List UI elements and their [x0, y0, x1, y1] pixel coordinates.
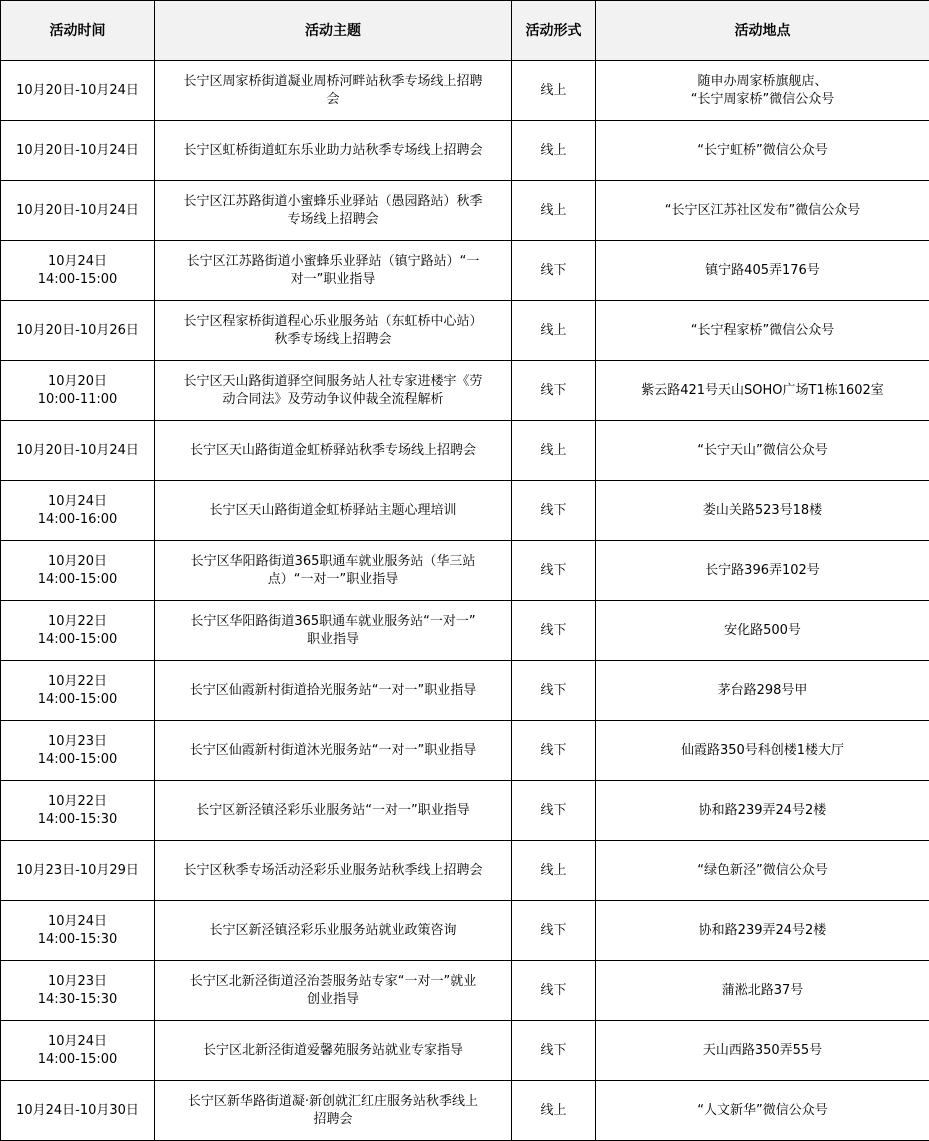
header-time: 活动时间 [1, 1, 155, 61]
cell-topic [155, 721, 512, 781]
cell-form: 线下 [512, 721, 596, 781]
cell-topic-line: 长宁区北新泾街道爱馨苑服务站就业专家指导 [202, 1042, 463, 1058]
cell-form: 线下 [512, 241, 596, 301]
cell-topic-line: 创业指导 [306, 991, 359, 1007]
cell-form: 线下 [512, 541, 596, 601]
cell-time [1, 181, 155, 241]
cell-topic [155, 361, 512, 421]
cell-topic-line: 长宁区江苏路街道小蜜蜂乐业驿站（镇宁路站）“一 [186, 253, 480, 269]
cell-place-line: 蒲淞北路37号 [721, 982, 804, 998]
cell-time [1, 661, 155, 721]
table-row [1, 961, 929, 1021]
table-row [1, 1081, 929, 1141]
cell-topic-line: 长宁区新泾镇泾彩乐业服务站“一对一”职业指导 [196, 802, 470, 818]
cell-time-line: 10月20日 [47, 373, 108, 389]
cell-topic [155, 121, 512, 181]
cell-place [596, 361, 929, 421]
table-row [1, 421, 929, 481]
cell-time-line: 14:00-15:30 [37, 931, 118, 947]
cell-place [596, 121, 929, 181]
cell-form: 线下 [512, 601, 596, 661]
cell-form: 线下 [512, 781, 596, 841]
cell-place-line: “绿色新泾”微信公众号 [697, 862, 828, 878]
cell-topic-line: 专场线上招聘会 [287, 211, 379, 227]
header-place: 活动地点 [596, 1, 929, 61]
cell-place-line: “长宁区江苏社区发布”微信公众号 [664, 202, 861, 218]
cell-time [1, 361, 155, 421]
cell-time [1, 481, 155, 541]
cell-topic [155, 781, 512, 841]
cell-topic-line: 长宁区天山路街道驿空间服务站人社专家进楼宇《劳 [183, 373, 483, 389]
cell-form: 线下 [512, 901, 596, 961]
cell-topic [155, 241, 512, 301]
cell-time-line: 10月22日 [47, 673, 108, 689]
cell-time-line: 14:00-15:00 [37, 1051, 118, 1067]
cell-place [596, 781, 929, 841]
cell-place-line: “长宁虹桥”微信公众号 [697, 142, 828, 158]
cell-place [596, 181, 929, 241]
cell-time-line: 10月20日-10月24日 [16, 442, 139, 458]
cell-time-line: 10月24日 [47, 1033, 108, 1049]
cell-topic-line: 长宁区仙霞新村街道沐光服务站“一对一”职业指导 [189, 742, 477, 758]
cell-time-line: 14:00-15:00 [37, 271, 118, 287]
cell-time [1, 541, 155, 601]
cell-time-line: 14:30-15:30 [37, 991, 118, 1007]
cell-place [596, 241, 929, 301]
cell-place [596, 901, 929, 961]
cell-place-line: “长宁天山”微信公众号 [697, 442, 828, 458]
cell-time-line: 10月24日 [47, 253, 108, 269]
cell-time [1, 301, 155, 361]
cell-time-line: 10月20日 [47, 553, 108, 569]
cell-form: 线上 [512, 61, 596, 121]
cell-topic-line: 秋季专场线上招聘会 [274, 331, 392, 347]
cell-topic-line: 长宁区新泾镇泾彩乐业服务站就业政策咨询 [209, 922, 457, 938]
table-row [1, 121, 929, 181]
cell-topic-line: 长宁区仙霞新村街道拾光服务站“一对一”职业指导 [189, 682, 477, 698]
table-row [1, 541, 929, 601]
cell-time-line: 14:00-15:00 [37, 691, 118, 707]
cell-place [596, 1081, 929, 1141]
cell-time-line: 14:00-15:00 [37, 631, 118, 647]
cell-topic [155, 661, 512, 721]
cell-topic-line: 对一”职业指导 [290, 271, 376, 287]
cell-time-line: 10月22日 [47, 613, 108, 629]
cell-place-line: 镇宁路405弄176号 [705, 262, 820, 278]
cell-form: 线上 [512, 1081, 596, 1141]
cell-time [1, 961, 155, 1021]
cell-topic [155, 541, 512, 601]
table-row [1, 841, 929, 901]
cell-topic-line: 长宁区江苏路街道小蜜蜂乐业驿站（愚园路站）秋季 [183, 193, 483, 209]
cell-time-line: 10月23日-10月29日 [16, 862, 139, 878]
table-row [1, 181, 929, 241]
cell-time-line: 10月23日 [47, 973, 108, 989]
header-row [1, 1, 929, 61]
cell-topic [155, 481, 512, 541]
cell-form: 线下 [512, 961, 596, 1021]
cell-topic-line: 长宁区秋季专场活动泾彩乐业服务站秋季线上招聘会 [183, 862, 483, 878]
cell-place-line: “人文新华”微信公众号 [697, 1102, 828, 1118]
cell-place [596, 721, 929, 781]
table-row [1, 901, 929, 961]
cell-topic-line: 长宁区华阳路街道365职通车就业服务站（华三站 [190, 553, 476, 569]
table-row [1, 481, 929, 541]
cell-time-line: 10月24日 [47, 493, 108, 509]
cell-time-line: 10月20日-10月24日 [16, 202, 139, 218]
cell-place [596, 1021, 929, 1081]
cell-topic-line: 长宁区北新泾街道泾治荟服务站专家“一对一”就业 [189, 973, 477, 989]
cell-topic [155, 301, 512, 361]
cell-time [1, 61, 155, 121]
cell-place [596, 601, 929, 661]
header-form: 活动形式 [512, 1, 596, 61]
cell-place [596, 481, 929, 541]
cell-time [1, 421, 155, 481]
cell-place [596, 841, 929, 901]
cell-topic-line: 职业指导 [306, 631, 359, 647]
cell-place [596, 421, 929, 481]
cell-place-line: 长宁路396弄102号 [705, 562, 820, 578]
cell-place-line: 娄山关路523号18楼 [702, 502, 823, 518]
table-row [1, 721, 929, 781]
table-row [1, 661, 929, 721]
cell-topic [155, 601, 512, 661]
cell-form: 线下 [512, 361, 596, 421]
header-topic: 活动主题 [155, 1, 512, 61]
cell-time [1, 1021, 155, 1081]
cell-time-line: 10月24日-10月30日 [16, 1102, 139, 1118]
cell-time-line: 10月24日 [47, 913, 108, 929]
cell-topic [155, 1021, 512, 1081]
cell-form: 线上 [512, 841, 596, 901]
cell-topic-line: 长宁区周家桥街道凝业周桥河畔站秋季专场线上招聘 [183, 73, 483, 89]
cell-place [596, 541, 929, 601]
cell-topic-line: 长宁区新华路街道凝·新创就汇红庄服务站秋季线上 [187, 1093, 479, 1109]
cell-topic-line: 长宁区华阳路街道365职通车就业服务站“一对一” [190, 613, 476, 629]
cell-time-line: 14:00-15:00 [37, 751, 118, 767]
cell-time [1, 121, 155, 181]
cell-time-line: 10月22日 [47, 793, 108, 809]
cell-topic-line: 招聘会 [313, 1111, 353, 1127]
cell-time-line: 10月20日-10月26日 [16, 322, 139, 338]
cell-form: 线上 [512, 181, 596, 241]
table-row [1, 781, 929, 841]
cell-place-line: “长宁程家桥”微信公众号 [690, 322, 835, 338]
cell-time-line: 10月20日-10月24日 [16, 82, 139, 98]
cell-place-line: 天山西路350弄55号 [702, 1042, 823, 1058]
cell-form: 线下 [512, 481, 596, 541]
cell-topic [155, 181, 512, 241]
cell-topic [155, 841, 512, 901]
cell-topic-line: 动合同法》及劳动争议仲裁全流程解析 [222, 391, 444, 407]
cell-time-line: 14:00-15:30 [37, 811, 118, 827]
cell-time-line: 14:00-15:00 [37, 571, 118, 587]
cell-form: 线上 [512, 121, 596, 181]
cell-place-line: 协和路239弄24号2楼 [698, 802, 827, 818]
table-row [1, 1021, 929, 1081]
cell-topic [155, 1081, 512, 1141]
cell-topic-line: 长宁区天山路街道金虹桥驿站主题心理培训 [209, 502, 457, 518]
table-body [1, 61, 929, 1141]
cell-topic [155, 961, 512, 1021]
table-header [1, 1, 929, 61]
cell-topic [155, 901, 512, 961]
cell-time-line: 10月23日 [47, 733, 108, 749]
cell-place [596, 961, 929, 1021]
table-row [1, 241, 929, 301]
cell-form: 线下 [512, 661, 596, 721]
cell-form: 线上 [512, 301, 596, 361]
cell-time [1, 1081, 155, 1141]
cell-topic [155, 421, 512, 481]
cell-place [596, 61, 929, 121]
cell-topic-line: 会 [326, 91, 340, 107]
cell-topic-line: 长宁区天山路街道金虹桥驿站秋季专场线上招聘会 [189, 442, 476, 458]
table-row [1, 601, 929, 661]
table-row [1, 301, 929, 361]
cell-time [1, 841, 155, 901]
cell-place [596, 301, 929, 361]
cell-topic-line: 点）“一对一”职业指导 [267, 571, 399, 587]
cell-form: 线下 [512, 1021, 596, 1081]
cell-topic-line: 长宁区程家桥街道程心乐业服务站（东虹桥中心站） [183, 313, 483, 329]
cell-time [1, 901, 155, 961]
cell-time-line: 10月20日-10月24日 [16, 142, 139, 158]
cell-time-line: 10:00-11:00 [37, 391, 118, 407]
cell-place-line: 随申办周家桥旗舰店、 [697, 73, 828, 89]
cell-place-line: 协和路239弄24号2楼 [698, 922, 827, 938]
table-row [1, 61, 929, 121]
cell-topic-line: 长宁区虹桥街道虹东乐业助力站秋季专场线上招聘会 [183, 142, 483, 158]
cell-place-line: 紫云路421号天山SOHO广场T1栋1602室 [641, 382, 884, 398]
cell-time [1, 241, 155, 301]
cell-time [1, 781, 155, 841]
cell-time [1, 601, 155, 661]
cell-place-line: 安化路500号 [724, 622, 801, 638]
cell-place [596, 661, 929, 721]
cell-place-line: “长宁周家桥”微信公众号 [690, 91, 835, 107]
cell-place-line: 茅台路298号甲 [717, 682, 808, 698]
cell-time [1, 721, 155, 781]
cell-time-line: 14:00-16:00 [37, 511, 118, 527]
cell-form: 线上 [512, 421, 596, 481]
table-row [1, 361, 929, 421]
cell-topic [155, 61, 512, 121]
cell-place-line: 仙霞路350号科创楼1楼大厅 [680, 742, 845, 758]
